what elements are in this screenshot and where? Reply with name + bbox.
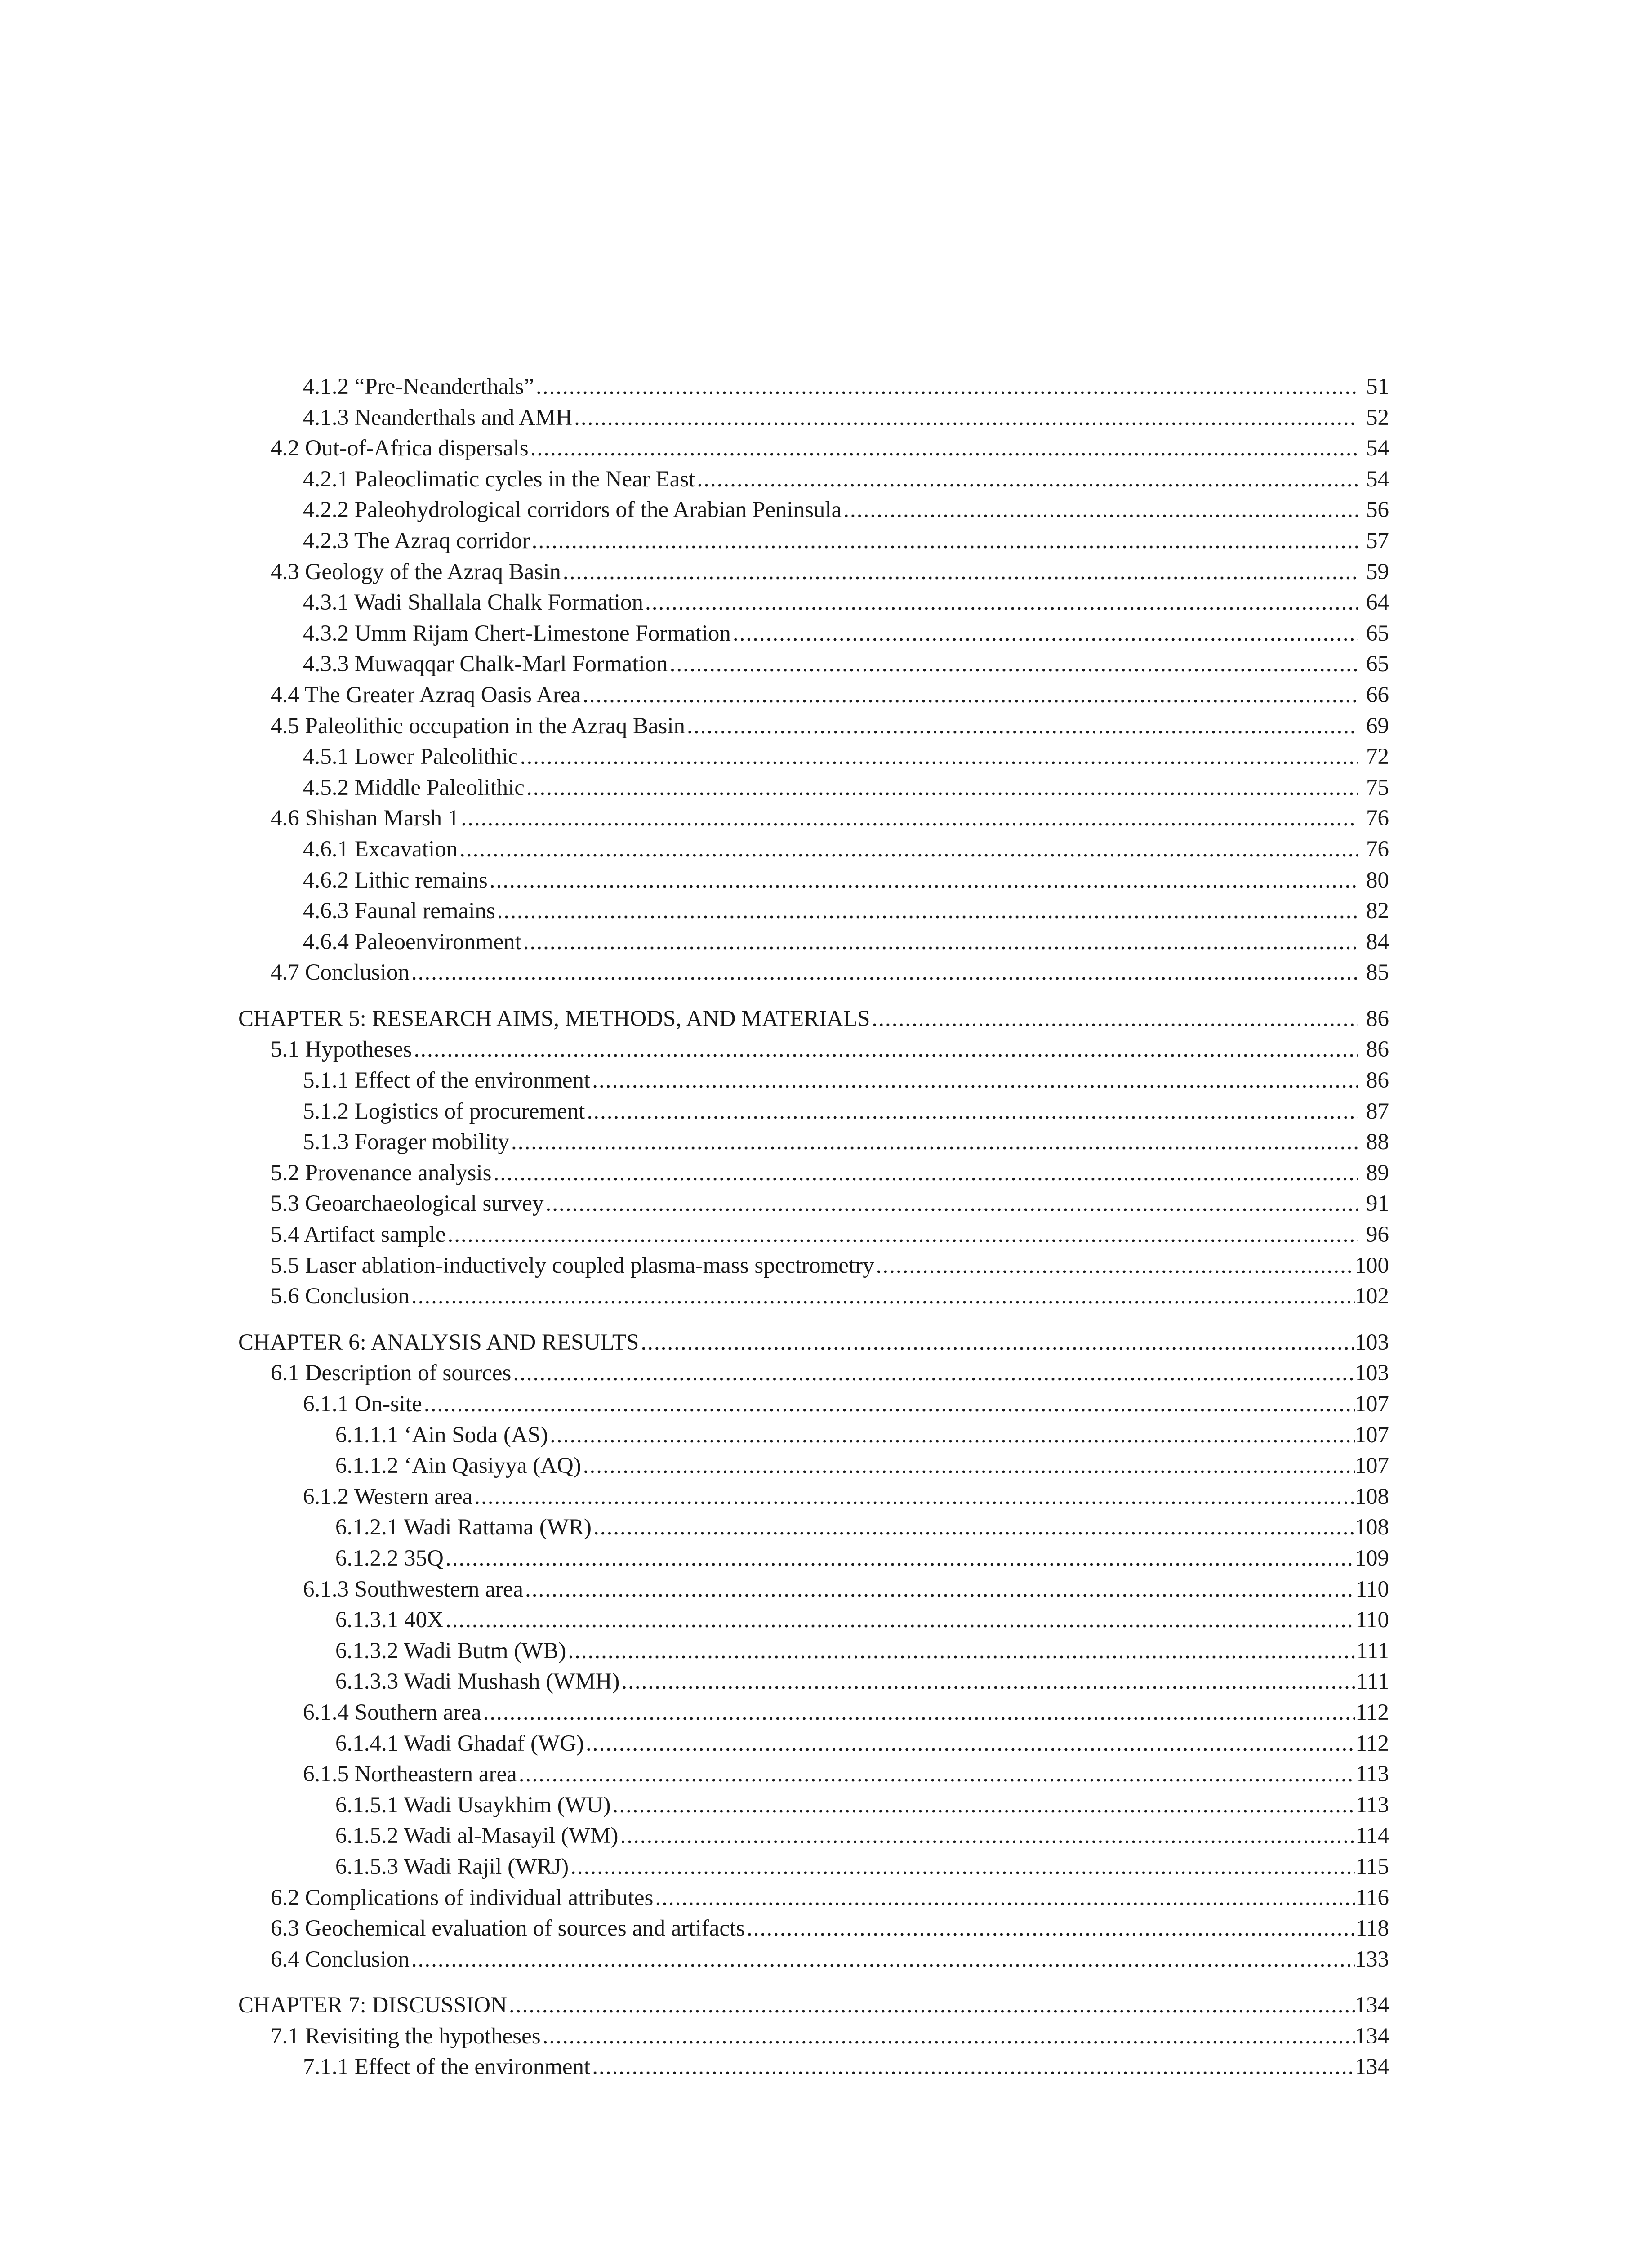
dot-leader bbox=[525, 772, 1358, 803]
toc-entry-label: 6.1.1 On-site bbox=[303, 1392, 422, 1417]
toc-page-number: 86 bbox=[1366, 1068, 1389, 1093]
dot-leader bbox=[445, 1219, 1358, 1250]
toc-entry[interactable] bbox=[238, 1096, 1389, 1127]
toc-entry[interactable] bbox=[238, 1450, 1389, 1481]
toc-entry-label: 6.4 Conclusion bbox=[271, 1946, 410, 1972]
toc-page-number: 86 bbox=[1366, 1006, 1389, 1031]
dot-leader bbox=[685, 711, 1358, 742]
toc-entry-label: 6.1.4 Southern area bbox=[303, 1699, 481, 1725]
toc-entry-label: 4.6.4 Paleoenvironment bbox=[303, 929, 521, 955]
toc-page-number: 111 bbox=[1356, 1638, 1389, 1664]
toc-entry[interactable] bbox=[238, 402, 1389, 433]
toc-page-number: 118 bbox=[1355, 1916, 1389, 1941]
toc-page-number: 113 bbox=[1355, 1792, 1389, 1818]
toc-page-number: 65 bbox=[1366, 651, 1389, 677]
toc-page-number: 114 bbox=[1355, 1823, 1389, 1849]
toc-entry-label: 4.1.3 Neanderthals and AMH bbox=[303, 405, 573, 430]
toc-page-number: 64 bbox=[1366, 590, 1389, 616]
dot-leader bbox=[581, 680, 1358, 711]
toc-entry[interactable] bbox=[238, 1851, 1389, 1882]
dot-leader bbox=[668, 649, 1358, 680]
toc-page-number: 86 bbox=[1366, 1037, 1389, 1062]
toc-entry-label: 5.1.2 Logistics of procurement bbox=[303, 1098, 585, 1124]
toc-page-number: 103 bbox=[1354, 1329, 1389, 1355]
dot-leader bbox=[491, 1158, 1358, 1189]
dot-leader bbox=[585, 1096, 1358, 1127]
toc-entry-label: 6.1.5.2 Wadi al-Masayil (WM) bbox=[335, 1823, 619, 1849]
toc-entry-label: 4.2.2 Paleohydrological corridors of the Arabian Peninsula bbox=[303, 497, 842, 523]
dot-leader bbox=[410, 1944, 1355, 1975]
toc-entry[interactable] bbox=[238, 649, 1389, 680]
toc-entry-label: 4.3.3 Muwaqqar Chalk-Marl Formation bbox=[303, 651, 668, 677]
toc-entry-label: 4.1.2 “Pre-Neanderthals” bbox=[303, 374, 534, 399]
dot-leader bbox=[561, 557, 1358, 588]
toc-entry[interactable] bbox=[238, 587, 1389, 618]
toc-entry[interactable] bbox=[238, 927, 1389, 958]
toc-entry[interactable] bbox=[238, 711, 1389, 742]
toc-page-number: 134 bbox=[1354, 2054, 1389, 2080]
toc-entry[interactable] bbox=[238, 1728, 1389, 1759]
dot-leader bbox=[523, 1574, 1355, 1605]
toc-entry-label: 4.3.2 Umm Rijam Chert-Limestone Formation bbox=[303, 620, 731, 646]
dot-leader bbox=[566, 1636, 1356, 1667]
toc-page-number: 107 bbox=[1354, 1392, 1389, 1417]
toc-entry-label: 4.4 The Greater Azraq Oasis Area bbox=[271, 682, 581, 708]
toc-page-number: 75 bbox=[1366, 775, 1389, 800]
toc-page-number: 107 bbox=[1354, 1453, 1389, 1479]
toc-page-number: 84 bbox=[1366, 929, 1389, 955]
toc-page-number: 54 bbox=[1366, 436, 1389, 461]
toc-entry-label: 4.2 Out-of-Africa dispersals bbox=[271, 436, 529, 461]
toc-page-number: 88 bbox=[1366, 1129, 1389, 1155]
toc-entry[interactable] bbox=[238, 1882, 1389, 1913]
toc-entry[interactable] bbox=[238, 1605, 1389, 1636]
dot-leader bbox=[517, 1759, 1356, 1790]
toc-entry-label: 4.2.3 The Azraq corridor bbox=[303, 528, 530, 553]
toc-page-number: 96 bbox=[1366, 1222, 1389, 1248]
dot-leader bbox=[584, 1728, 1355, 1759]
dot-leader bbox=[569, 1851, 1355, 1882]
toc-entry[interactable] bbox=[238, 1759, 1389, 1790]
toc-entry[interactable] bbox=[238, 680, 1389, 711]
toc-entry[interactable] bbox=[238, 371, 1389, 402]
dot-leader bbox=[541, 2021, 1355, 2052]
toc-page-number: 76 bbox=[1366, 836, 1389, 862]
dot-leader bbox=[410, 1281, 1355, 1312]
toc-entry-label: 6.1.1.1 ‘Ain Soda (AS) bbox=[335, 1422, 548, 1448]
toc-entry[interactable] bbox=[238, 803, 1389, 834]
toc-entry-label: 7.1.1 Effect of the environment bbox=[303, 2054, 591, 2080]
dot-leader bbox=[870, 1004, 1358, 1035]
toc-entry-label: 6.1.5.1 Wadi Usaykhim (WU) bbox=[335, 1792, 611, 1818]
dot-leader bbox=[507, 1990, 1355, 2021]
dot-leader bbox=[529, 433, 1358, 464]
dot-leader bbox=[581, 1450, 1355, 1481]
toc-entry-label: 5.1.1 Effect of the environment bbox=[303, 1068, 591, 1093]
toc-entry[interactable] bbox=[238, 1913, 1389, 1944]
dot-leader bbox=[422, 1389, 1355, 1420]
toc-page-number: 89 bbox=[1366, 1160, 1389, 1186]
dot-leader bbox=[412, 1034, 1358, 1065]
toc-entry-label: 6.1.3.2 Wadi Butm (WB) bbox=[335, 1638, 566, 1664]
dot-leader bbox=[459, 803, 1358, 834]
toc-page-number: 87 bbox=[1366, 1098, 1389, 1124]
toc-entry[interactable] bbox=[238, 1158, 1389, 1189]
toc-entry-label: 6.1.2.2 35Q bbox=[335, 1545, 444, 1571]
toc-entry-label: 6.1 Description of sources bbox=[271, 1360, 512, 1386]
toc-entry-label: 5.5 Laser ablation-inductively coupled plasma-mass spectrometry bbox=[271, 1253, 874, 1278]
toc-entry-label: CHAPTER 6: ANALYSIS AND RESULTS bbox=[238, 1329, 639, 1355]
toc-entry[interactable] bbox=[238, 1358, 1389, 1389]
toc-entry-label: 4.7 Conclusion bbox=[271, 960, 410, 986]
toc-entry[interactable] bbox=[238, 2052, 1389, 2083]
toc-page-number: 113 bbox=[1355, 1762, 1389, 1787]
toc-entry[interactable] bbox=[238, 896, 1389, 927]
toc-entry[interactable] bbox=[238, 1127, 1389, 1158]
toc-entry-label: 5.3 Geoarchaeological survey bbox=[271, 1191, 544, 1217]
toc-entry[interactable] bbox=[238, 495, 1389, 526]
dot-leader bbox=[530, 526, 1358, 557]
toc-page-number: 111 bbox=[1356, 1669, 1389, 1695]
toc-entry-label: 5.1.3 Forager mobility bbox=[303, 1129, 509, 1155]
toc-entry-label: 6.1.1.2 ‘Ain Qasiyya (AQ) bbox=[335, 1453, 581, 1479]
toc-entry[interactable] bbox=[238, 618, 1389, 649]
toc-page-number: 57 bbox=[1366, 528, 1389, 553]
toc-page-number: 110 bbox=[1355, 1607, 1389, 1633]
dot-leader bbox=[410, 957, 1358, 988]
toc-entry[interactable] bbox=[238, 1543, 1389, 1574]
toc-page-number: 56 bbox=[1366, 497, 1389, 523]
toc-entry[interactable] bbox=[238, 1944, 1389, 1975]
dot-leader bbox=[544, 1188, 1358, 1219]
toc-page-number: 116 bbox=[1355, 1885, 1389, 1910]
toc-page-number: 59 bbox=[1366, 559, 1389, 584]
toc-page-number: 100 bbox=[1354, 1253, 1389, 1278]
dot-leader bbox=[842, 495, 1358, 526]
dot-leader bbox=[509, 1127, 1358, 1158]
toc-entry-label: 5.6 Conclusion bbox=[271, 1284, 410, 1309]
toc-page-number: 66 bbox=[1366, 682, 1389, 708]
dot-leader bbox=[731, 618, 1358, 649]
dot-leader bbox=[590, 2052, 1354, 2083]
toc-entry[interactable] bbox=[238, 1636, 1389, 1667]
toc-entry-label: 4.2.1 Paleoclimatic cycles in the Near East bbox=[303, 466, 695, 492]
toc-entry-label: 4.3.1 Wadi Shallala Chalk Formation bbox=[303, 590, 644, 616]
toc-entry[interactable] bbox=[238, 1065, 1389, 1096]
dot-leader bbox=[745, 1913, 1355, 1944]
toc-page-number: 80 bbox=[1366, 867, 1389, 893]
dot-leader bbox=[518, 741, 1358, 772]
toc-page-number: 85 bbox=[1366, 960, 1389, 986]
dot-leader bbox=[444, 1543, 1355, 1574]
table-of-contents bbox=[238, 371, 1389, 2083]
toc-entry-label: 6.1.2 Western area bbox=[303, 1484, 473, 1509]
toc-page-number: 52 bbox=[1366, 405, 1389, 430]
toc-entry[interactable] bbox=[238, 1697, 1389, 1728]
toc-entry-label: 6.2 Complications of individual attributes bbox=[271, 1885, 654, 1910]
toc-entry[interactable] bbox=[238, 1188, 1389, 1219]
dot-leader bbox=[534, 371, 1358, 402]
toc-entry-label: 6.1.4.1 Wadi Ghadaf (WG) bbox=[335, 1731, 584, 1756]
toc-entry-label: CHAPTER 7: DISCUSSION bbox=[238, 1993, 507, 2018]
toc-entry[interactable] bbox=[238, 772, 1389, 803]
toc-entry-label: 6.1.3.3 Wadi Mushash (WMH) bbox=[335, 1669, 620, 1695]
toc-entry-label: 6.1.2.1 Wadi Rattama (WR) bbox=[335, 1515, 592, 1540]
dot-leader bbox=[488, 865, 1358, 896]
dot-leader bbox=[481, 1697, 1356, 1728]
toc-entry-label: 4.5.2 Middle Paleolithic bbox=[303, 775, 525, 800]
toc-entry[interactable] bbox=[238, 1281, 1389, 1312]
dot-leader bbox=[619, 1666, 1356, 1697]
toc-entry[interactable] bbox=[238, 433, 1389, 464]
toc-entry-label: 4.6.2 Lithic remains bbox=[303, 867, 488, 893]
toc-entry[interactable] bbox=[238, 1034, 1389, 1065]
toc-entry[interactable] bbox=[238, 526, 1389, 557]
dot-leader bbox=[695, 464, 1358, 495]
toc-entry[interactable] bbox=[238, 1389, 1389, 1420]
toc-page-number: 108 bbox=[1354, 1484, 1389, 1509]
toc-entry[interactable] bbox=[238, 1512, 1389, 1543]
toc-entry[interactable] bbox=[238, 2021, 1389, 2052]
toc-page-number: 109 bbox=[1354, 1545, 1389, 1571]
toc-chapter-entry[interactable] bbox=[238, 1327, 1389, 1358]
toc-page-number: 112 bbox=[1355, 1731, 1389, 1756]
dot-leader bbox=[572, 402, 1358, 433]
toc-page-number: 112 bbox=[1355, 1699, 1389, 1725]
dot-leader bbox=[611, 1790, 1356, 1821]
dot-leader bbox=[643, 587, 1358, 618]
toc-page-number: 76 bbox=[1366, 806, 1389, 831]
toc-entry[interactable] bbox=[238, 1250, 1389, 1281]
toc-page-number: 107 bbox=[1354, 1422, 1389, 1448]
toc-entry-label: 6.1.3 Southwestern area bbox=[303, 1576, 524, 1602]
toc-entry[interactable] bbox=[238, 1666, 1389, 1697]
toc-page-number: 51 bbox=[1366, 374, 1389, 399]
toc-entry[interactable] bbox=[238, 741, 1389, 772]
toc-entry-label: 6.3 Geochemical evaluation of sources and artifacts bbox=[271, 1916, 745, 1941]
toc-page-number: 91 bbox=[1366, 1191, 1389, 1217]
toc-entry[interactable] bbox=[238, 464, 1389, 495]
toc-entry[interactable] bbox=[238, 1574, 1389, 1605]
toc-entry-label: 4.6.1 Excavation bbox=[303, 836, 458, 862]
toc-entry-label: 4.5 Paleolithic occupation in the Azraq Basin bbox=[271, 713, 686, 739]
dot-leader bbox=[592, 1512, 1355, 1543]
toc-entry-label: 5.2 Provenance analysis bbox=[271, 1160, 492, 1186]
toc-page-number: 115 bbox=[1355, 1854, 1389, 1879]
toc-entry-label: 4.6 Shishan Marsh 1 bbox=[271, 806, 459, 831]
toc-entry-label: 5.1 Hypotheses bbox=[271, 1037, 412, 1062]
toc-entry[interactable] bbox=[238, 1420, 1389, 1451]
dot-leader bbox=[472, 1481, 1354, 1512]
dot-leader bbox=[521, 927, 1358, 958]
dot-leader bbox=[511, 1358, 1354, 1389]
toc-entry[interactable] bbox=[238, 557, 1389, 588]
toc-page-number: 54 bbox=[1366, 466, 1389, 492]
toc-chapter-entry[interactable] bbox=[238, 1990, 1389, 2021]
toc-entry-label: 6.1.5.3 Wadi Rajil (WRJ) bbox=[335, 1854, 569, 1879]
toc-entry[interactable] bbox=[238, 1820, 1389, 1851]
dot-leader bbox=[653, 1882, 1355, 1913]
dot-leader bbox=[444, 1605, 1356, 1636]
toc-page-number: 103 bbox=[1354, 1360, 1389, 1386]
toc-page-number: 69 bbox=[1366, 713, 1389, 739]
toc-entry[interactable] bbox=[238, 834, 1389, 865]
toc-page-number: 82 bbox=[1366, 898, 1389, 924]
toc-entry-label: 5.4 Artifact sample bbox=[271, 1222, 446, 1248]
toc-page-number: 102 bbox=[1354, 1284, 1389, 1309]
toc-entry-label: 4.5.1 Lower Paleolithic bbox=[303, 744, 518, 770]
dot-leader bbox=[495, 896, 1358, 927]
toc-page-number: 134 bbox=[1354, 1993, 1389, 2018]
dot-leader bbox=[618, 1820, 1355, 1851]
toc-entry-label: 4.3 Geology of the Azraq Basin bbox=[271, 559, 561, 584]
toc-page-number: 108 bbox=[1354, 1515, 1389, 1540]
toc-page-number: 72 bbox=[1366, 744, 1389, 770]
toc-entry-label: 4.6.3 Faunal remains bbox=[303, 898, 495, 924]
dot-leader bbox=[590, 1065, 1358, 1096]
toc-entry[interactable] bbox=[238, 865, 1389, 896]
toc-entry-label: 7.1 Revisiting the hypotheses bbox=[271, 2023, 541, 2049]
toc-chapter-entry[interactable] bbox=[238, 1004, 1389, 1035]
toc-entry-label: CHAPTER 5: RESEARCH AIMS, METHODS, AND MATERIALS bbox=[238, 1006, 870, 1031]
toc-page-number: 133 bbox=[1354, 1946, 1389, 1972]
toc-page-number: 134 bbox=[1354, 2023, 1389, 2049]
dot-leader bbox=[639, 1327, 1354, 1358]
toc-entry[interactable] bbox=[238, 1790, 1389, 1821]
toc-page-number: 65 bbox=[1366, 620, 1389, 646]
toc-page-number: 110 bbox=[1355, 1576, 1389, 1602]
toc-entry-label: 6.1.5 Northeastern area bbox=[303, 1762, 517, 1787]
toc-entry[interactable] bbox=[238, 1219, 1389, 1250]
toc-entry[interactable] bbox=[238, 957, 1389, 988]
dot-leader bbox=[548, 1420, 1354, 1451]
toc-entry-label: 6.1.3.1 40X bbox=[335, 1607, 444, 1633]
dot-leader bbox=[458, 834, 1358, 865]
dot-leader bbox=[874, 1250, 1355, 1281]
toc-entry[interactable] bbox=[238, 1481, 1389, 1512]
